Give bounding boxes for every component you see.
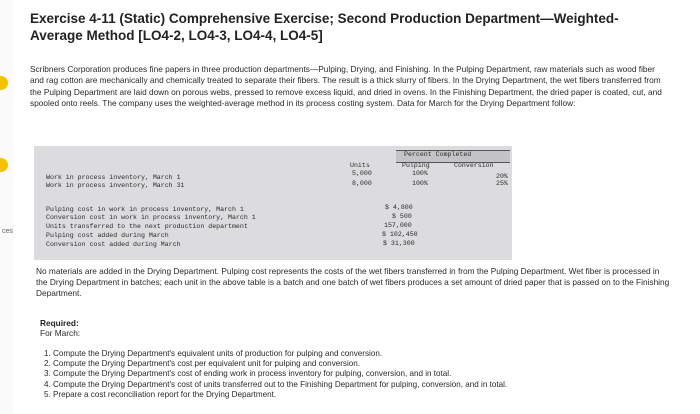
cost-row-value: $ 31,300 — [383, 240, 415, 247]
inventory-row-units: 5,000 — [352, 170, 372, 177]
yellow-marker-icon[interactable] — [0, 158, 8, 172]
yellow-marker-icon[interactable] — [0, 76, 8, 90]
header-conversion: Conversion — [454, 162, 494, 169]
inventory-row-label: Work in process inventory, March 1 — [46, 174, 181, 181]
cost-row-label: Units transferred to the next production department — [46, 223, 248, 230]
inventory-row-label: Work in process inventory, March 31 — [46, 182, 185, 189]
for-march-label: For March: — [40, 328, 81, 338]
left-sidebar-strip — [0, 0, 14, 414]
inventory-row-pulping: 100% — [412, 170, 428, 177]
cost-row-label: Conversion cost added during March — [46, 241, 181, 248]
intro-paragraph: Scribners Corporation produces fine papers in three production departments—Pulping, Drying, and Finishing. In the Pulping Department, raw materials such as wood fiber and rag cotton are mechanically and chemically treated to separate their fibers. The result is a thick slurry of fibers. In the Drying Department, the wet fibers transferred from the Pulping Department are laid down on porous webs, pressed to remove excess liquid, and dried in ovens. In the Finishing Department, the dried paper is coated, cut, and spooled onto reels. The company uses the weighted-average method in its process costing system. Data for March for the Drying Department follow: — [30, 64, 662, 108]
requirement-item: 3. Compute the Drying Department's cost of ending work in process inventory for pulping, conversion, and in total. — [44, 369, 452, 379]
exercise-title: Exercise 4-11 (Static) Comprehensive Exercise; Second Production Department—Weighted-Average Method [LO4-2, LO4-3, LO4-4, LO4-5] — [30, 11, 619, 43]
header-units: Units — [350, 162, 370, 169]
inventory-row-conversion: 25% — [496, 180, 508, 187]
inventory-row-units: 8,000 — [352, 180, 372, 187]
side-label: ces — [2, 228, 13, 235]
cost-row-value: 157,000 — [384, 222, 412, 229]
drying-note-paragraph: No materials are added in the Drying Department. Pulping cost represents the costs of the wet fibers transferred in from the Pulping Department. Wet fiber is processed in the Drying Department in batches; each unit in the above table is a batch and one batch of wet fibers produces a set amount of dried paper that is passed on to the Finishing Department. — [36, 266, 670, 298]
cost-row-value: $ 500 — [392, 213, 412, 220]
requirement-item: 2. Compute the Drying Department's cost per equivalent unit for pulping and conversion. — [44, 359, 361, 369]
inventory-row-conversion: 20% — [496, 173, 508, 180]
requirement-item: 4. Compute the Drying Department's cost of units transferred out to the Finishing Department for pulping, conversion, and in total. — [44, 379, 508, 389]
requirement-item: 1. Compute the Drying Department's equivalent units of production for pulping and conversion. — [44, 349, 383, 358]
requirements-list — [44, 349, 507, 400]
cost-row-value: $ 4,800 — [385, 204, 413, 211]
header-percent-completed: Percent Completed — [404, 151, 472, 158]
inventory-row-pulping: 100% — [412, 180, 428, 187]
requirement-item: 5. Prepare a cost reconciliation report for the Drying Department. — [44, 389, 277, 399]
header-pulping: Pulping — [402, 162, 430, 169]
cost-row-label: Pulping cost in work in process inventory, March 1 — [46, 206, 244, 213]
cost-row-value: $ 102,450 — [382, 231, 418, 238]
required-heading: Required: — [40, 318, 79, 328]
department-data-table — [34, 146, 512, 260]
cost-row-label: Conversion cost in work in process inventory, March 1 — [46, 214, 256, 221]
cost-row-label: Pulping cost added during March — [46, 232, 169, 239]
